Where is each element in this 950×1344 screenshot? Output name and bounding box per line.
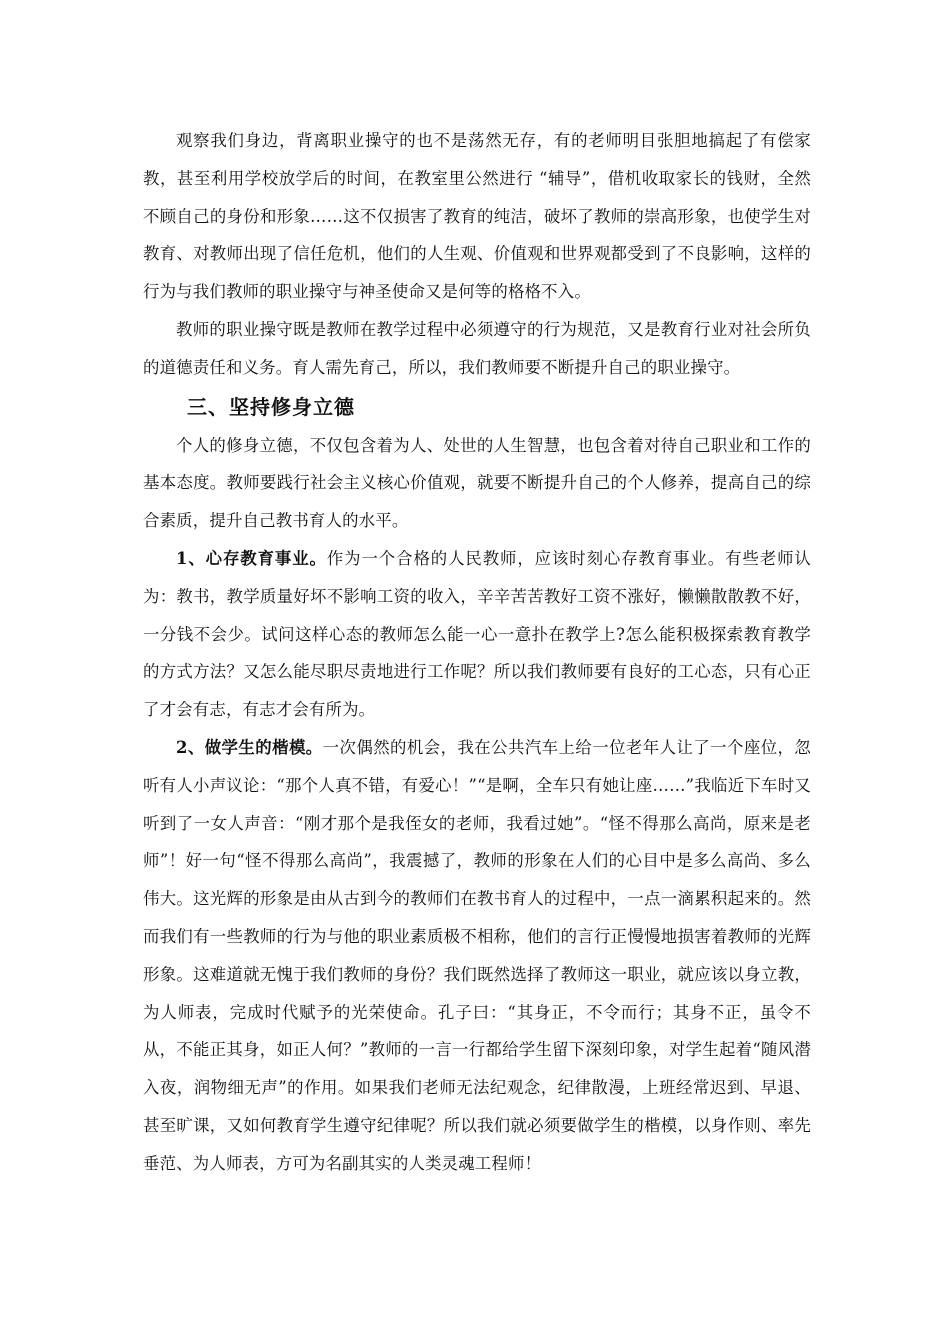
- paragraph-item-2: [143, 729, 811, 1183]
- paragraph-self-cultivation-intro: 个人的修身立德，不仅包含着为人、处世的人生智慧，也包含着对待自己职业和工作的基本态度。教师要践行社会主义核心价值观，就要不断提升自己的个人修养，提高自己的综合素质，提升自己教书育人的水平。: [143, 435, 811, 531]
- item-1-lead: 1、心存教育事业。: [176, 548, 327, 568]
- paragraph-item-1: [143, 540, 811, 729]
- item-1-text: 作为一个合格的人民教师，应该时刻心存教育事业。有些老师认为：教书，教学质量好坏不影响工资的收入，辛辛苦苦教好工资不涨好，懒懒散散教不好，一分钱不会少。试问这样心态的教师怎么能一心一意扑在教学上?怎么能积极探索教育教学的方式方法？又怎么能尽职尽责地进行工作呢？所以我们教师要有良好的工心态，只有心正了才会有志，有志才会有所为。: [143, 548, 811, 720]
- item-2-text: 一次偶然的机会，我在公共汽车上给一位老年人让了一个座位，忽听有人小声议论：“那个人真不错，有爱心！”“是啊，全车只有她让座……”我临近下车时又听到了一女人声音：“刚才那个是我侄女的老师，我看过她”。“怪不得那么高尚，原来是老师”！好一句“怪不得那么高尚”，我震撼了，教师的形象在人们的心目中是多么高尚、多么伟大。这光辉的形象是由从古到今的教师们在教书育人的过程中，一点一滴累积起来的。然而我们有一些教师的行为与他的职业素质极不相称，他们的言行正慢慢地损害着教师的光辉形象。这难道就无愧于我们教师的身份？我们既然选择了教师这一职业，就应该以身立教，为人师表，完成时代赋予的光荣使命。孔子曰：“其身正，不令而行；其身不正，虽令不从，不能正其身，如正人何？”教师的一言一行都给学生留下深刻印象，对学生起着“随风潜入夜，润物细无声”的作用。如果我们老师无法纪观念，纪律散漫，上班经常迟到、早退、甚至旷课，又如何教育学生遵守纪律呢？所以我们就必须要做学生的楷模，以身作则、率先垂范、为人师表，方可为名副其实的人类灵魂工程师！: [143, 737, 811, 1173]
- section-heading-3: 三、坚持修身立德: [187, 394, 355, 419]
- paragraph-professional-conduct-examples: 观察我们身边，背离职业操守的也不是荡然无存，有的老师明目张胆地搞起了有偿家教，甚至利用学校放学后的时间，在教室里公然进行 “辅导”，借机收取家长的钱财，全然不顾自己的身份和形象……这不仅损害了教育的纯洁，破坏了教师的崇高形象，也使学生对教育、对教师出现了信任危机，他们的人生观、价值观和世界观都受到了不良影响，这样的行为与我们教师的职业操守与神圣使命又是何等的格格不入。: [143, 131, 811, 302]
- paragraph-professional-conduct-summary: 教师的职业操守既是教师在教学过程中必须遵守的行为规范，又是教育行业对社会所负的道德责任和义务。育人需先育己，所以，我们教师要不断提升自己的职业操守。: [143, 319, 811, 377]
- document-body: [143, 122, 811, 1183]
- item-2-lead: 2、做学生的楷模。: [176, 737, 323, 757]
